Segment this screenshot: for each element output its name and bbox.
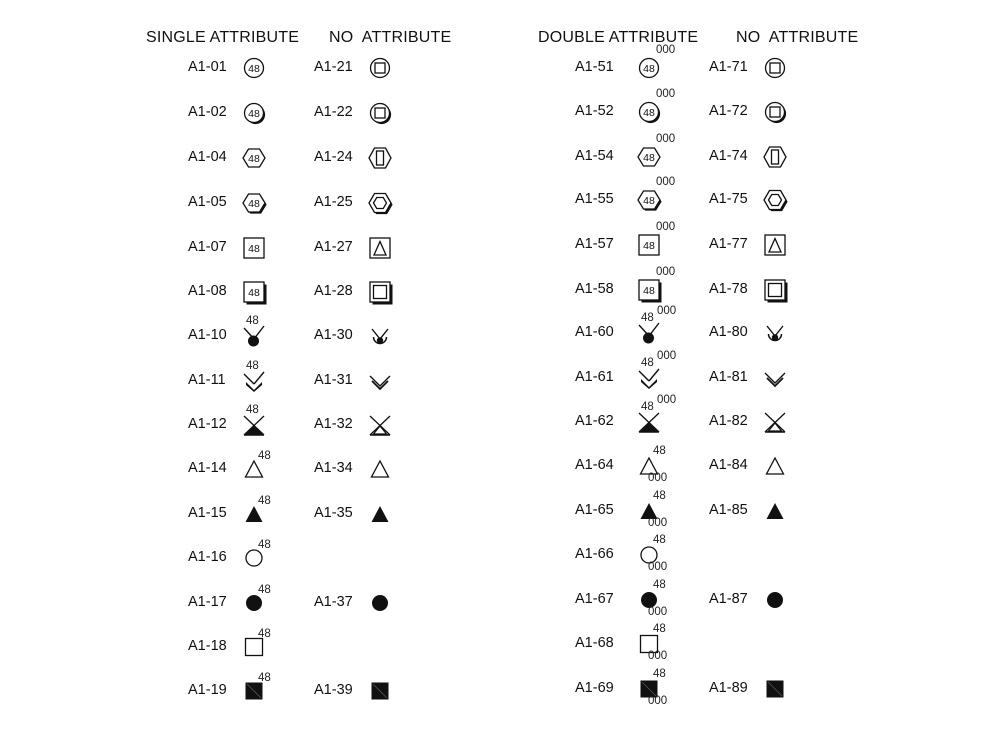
symbol-code-label: A1-10: [188, 327, 227, 343]
triangle-outline-icon: [764, 455, 786, 477]
circle-square-icon: [764, 57, 786, 79]
v-chevron-icon: [243, 370, 265, 392]
symbol-code-label: A1-18: [188, 638, 227, 654]
secondary-attribute-label: 000: [656, 133, 676, 145]
triangle-outline-icon: [369, 458, 391, 480]
v-semicircle-icon: [764, 322, 786, 344]
symbol-code-label: A1-82: [709, 413, 748, 429]
symbol-code-label: A1-58: [575, 281, 614, 297]
symbol-code-label: A1-77: [709, 236, 748, 252]
symbol-code-label: A1-39: [314, 682, 353, 698]
secondary-attribute-label: 000: [657, 394, 677, 406]
svg-text:48: 48: [248, 242, 260, 255]
symbol-code-label: A1-01: [188, 59, 227, 75]
symbol-code-label: A1-37: [314, 594, 353, 610]
secondary-attribute-label: 000: [648, 650, 668, 662]
hexagon-icon: [638, 146, 660, 168]
x-triangle-outline-icon: [369, 414, 391, 436]
symbol-code-label: A1-84: [709, 457, 748, 473]
square-filled-icon: [369, 680, 391, 702]
square-icon: [243, 237, 265, 259]
secondary-attribute-label: 000: [648, 472, 668, 484]
circle-ring-shadow-icon: [243, 102, 265, 124]
symbol-code-label: A1-24: [314, 149, 353, 165]
circle-square-icon: [369, 57, 391, 79]
attribute-label: 48: [653, 579, 666, 591]
square-triangle-icon: [764, 234, 786, 256]
v-double-chevron-icon: [764, 367, 786, 389]
header-no-attribute-right: NO ATTRIBUTE: [736, 29, 859, 46]
hexagon-rect-icon: [369, 147, 391, 169]
hexagon-double-icon: [764, 189, 786, 211]
v-chevron-icon: [638, 367, 660, 389]
circle-ring-shadow-icon: [638, 101, 660, 123]
circle-ring-icon: [638, 57, 660, 79]
symbol-code-label: A1-62: [575, 413, 614, 429]
attribute-label: 48: [258, 628, 271, 640]
symbol-code-label: A1-80: [709, 324, 748, 340]
symbol-code-label: A1-72: [709, 103, 748, 119]
svg-text:48: 48: [643, 62, 655, 75]
square-filled-icon: [764, 678, 786, 700]
attribute-label: 48: [641, 401, 654, 413]
symbol-code-label: A1-67: [575, 591, 614, 607]
symbol-code-label: A1-12: [188, 416, 227, 432]
symbol-code-label: A1-75: [709, 191, 748, 207]
attribute-label: 48: [258, 539, 271, 551]
symbol-code-label: A1-54: [575, 148, 614, 164]
secondary-attribute-label: 000: [657, 350, 677, 362]
symbol-code-label: A1-14: [188, 460, 227, 476]
hexagon-rect-icon: [764, 146, 786, 168]
symbol-code-label: A1-07: [188, 239, 227, 255]
symbol-code-label: A1-17: [188, 594, 227, 610]
symbol-code-label: A1-30: [314, 327, 353, 343]
secondary-attribute-label: 000: [648, 695, 668, 707]
symbol-code-label: A1-05: [188, 194, 227, 210]
symbol-code-label: A1-22: [314, 104, 353, 120]
attribute-label: 48: [653, 668, 666, 680]
secondary-attribute-label: 000: [648, 517, 668, 529]
svg-text:48: 48: [248, 107, 260, 120]
attribute-label: 48: [653, 445, 666, 457]
symbol-code-label: A1-78: [709, 281, 748, 297]
symbol-code-label: A1-89: [709, 680, 748, 696]
hexagon-shadow-icon: [638, 189, 660, 211]
header-single-attribute: SINGLE ATTRIBUTE: [146, 29, 300, 46]
circle-square-shadow-icon: [369, 102, 391, 124]
square-shadow-icon: [243, 281, 265, 303]
symbol-code-label: A1-31: [314, 372, 353, 388]
attribute-label: 48: [653, 534, 666, 546]
svg-text:48: 48: [248, 152, 260, 165]
symbol-code-label: A1-71: [709, 59, 748, 75]
symbol-code-label: A1-25: [314, 194, 353, 210]
symbol-code-label: A1-55: [575, 191, 614, 207]
circle-ring-icon: [243, 57, 265, 79]
symbol-code-label: A1-11: [188, 372, 226, 388]
symbol-code-label: A1-35: [314, 505, 353, 521]
attribute-label: 48: [653, 623, 666, 635]
svg-text:48: 48: [643, 194, 655, 207]
secondary-attribute-label: 000: [656, 221, 676, 233]
symbol-code-label: A1-65: [575, 502, 614, 518]
svg-text:48: 48: [643, 151, 655, 164]
attribute-label: 48: [258, 584, 271, 596]
symbol-code-label: A1-87: [709, 591, 748, 607]
symbol-code-label: A1-02: [188, 104, 227, 120]
symbol-code-label: A1-28: [314, 283, 353, 299]
symbol-code-label: A1-66: [575, 546, 614, 562]
symbol-code-label: A1-85: [709, 502, 748, 518]
square-double-shadow-icon: [369, 281, 391, 303]
svg-text:48: 48: [248, 286, 260, 299]
symbol-code-label: A1-69: [575, 680, 614, 696]
symbol-code-label: A1-19: [188, 682, 227, 698]
hexagon-double-icon: [369, 192, 391, 214]
circle-filled-icon: [369, 592, 391, 614]
secondary-attribute-label: 000: [657, 305, 677, 317]
attribute-label: 48: [246, 315, 259, 327]
x-triangle-icon: [638, 411, 660, 433]
symbol-code-label: A1-57: [575, 236, 614, 252]
symbol-code-label: A1-15: [188, 505, 227, 521]
v-dot-icon: [638, 322, 660, 344]
symbol-code-label: A1-74: [709, 148, 748, 164]
svg-text:48: 48: [248, 197, 260, 210]
header-no-attribute-left: NO ATTRIBUTE: [329, 29, 452, 46]
square-double-shadow-icon: [764, 279, 786, 301]
v-double-chevron-icon: [369, 370, 391, 392]
x-triangle-icon: [243, 414, 265, 436]
v-semicircle-icon: [369, 325, 391, 347]
hexagon-icon: [243, 147, 265, 169]
symbol-code-label: A1-04: [188, 149, 227, 165]
secondary-attribute-label: 000: [656, 44, 676, 56]
square-icon: [638, 234, 660, 256]
triangle-filled-icon: [369, 503, 391, 525]
attribute-label: 48: [258, 450, 271, 462]
attribute-label: 48: [641, 312, 654, 324]
symbol-code-label: A1-27: [314, 239, 353, 255]
circle-filled-icon: [764, 589, 786, 611]
v-dot-icon: [243, 325, 265, 347]
secondary-attribute-label: 000: [656, 176, 676, 188]
circle-square-shadow-icon: [764, 101, 786, 123]
symbol-code-label: A1-81: [709, 369, 748, 385]
svg-text:48: 48: [643, 106, 655, 119]
symbol-code-label: A1-51: [575, 59, 614, 75]
symbol-code-label: A1-64: [575, 457, 614, 473]
symbol-code-label: A1-32: [314, 416, 353, 432]
triangle-filled-icon: [764, 500, 786, 522]
secondary-attribute-label: 000: [656, 88, 676, 100]
square-triangle-icon: [369, 237, 391, 259]
symbol-code-label: A1-34: [314, 460, 353, 476]
secondary-attribute-label: 000: [648, 561, 668, 573]
attribute-label: 48: [641, 357, 654, 369]
attribute-label: 48: [258, 495, 271, 507]
symbol-code-label: A1-52: [575, 103, 614, 119]
x-triangle-outline-icon: [764, 411, 786, 433]
attribute-label: 48: [258, 672, 271, 684]
symbol-code-label: A1-60: [575, 324, 614, 340]
symbol-code-label: A1-21: [314, 59, 353, 75]
symbol-code-label: A1-16: [188, 549, 227, 565]
symbol-code-label: A1-61: [575, 369, 614, 385]
symbol-code-label: A1-68: [575, 635, 614, 651]
svg-text:48: 48: [643, 284, 655, 297]
secondary-attribute-label: 000: [656, 266, 676, 278]
svg-text:48: 48: [248, 62, 260, 75]
attribute-label: 48: [246, 404, 259, 416]
square-shadow-icon: [638, 279, 660, 301]
svg-text:48: 48: [643, 239, 655, 252]
header-double-attribute: DOUBLE ATTRIBUTE: [538, 29, 699, 46]
symbol-code-label: A1-08: [188, 283, 227, 299]
hexagon-shadow-icon: [243, 192, 265, 214]
secondary-attribute-label: 000: [648, 606, 668, 618]
attribute-label: 48: [246, 360, 259, 372]
attribute-label: 48: [653, 490, 666, 502]
